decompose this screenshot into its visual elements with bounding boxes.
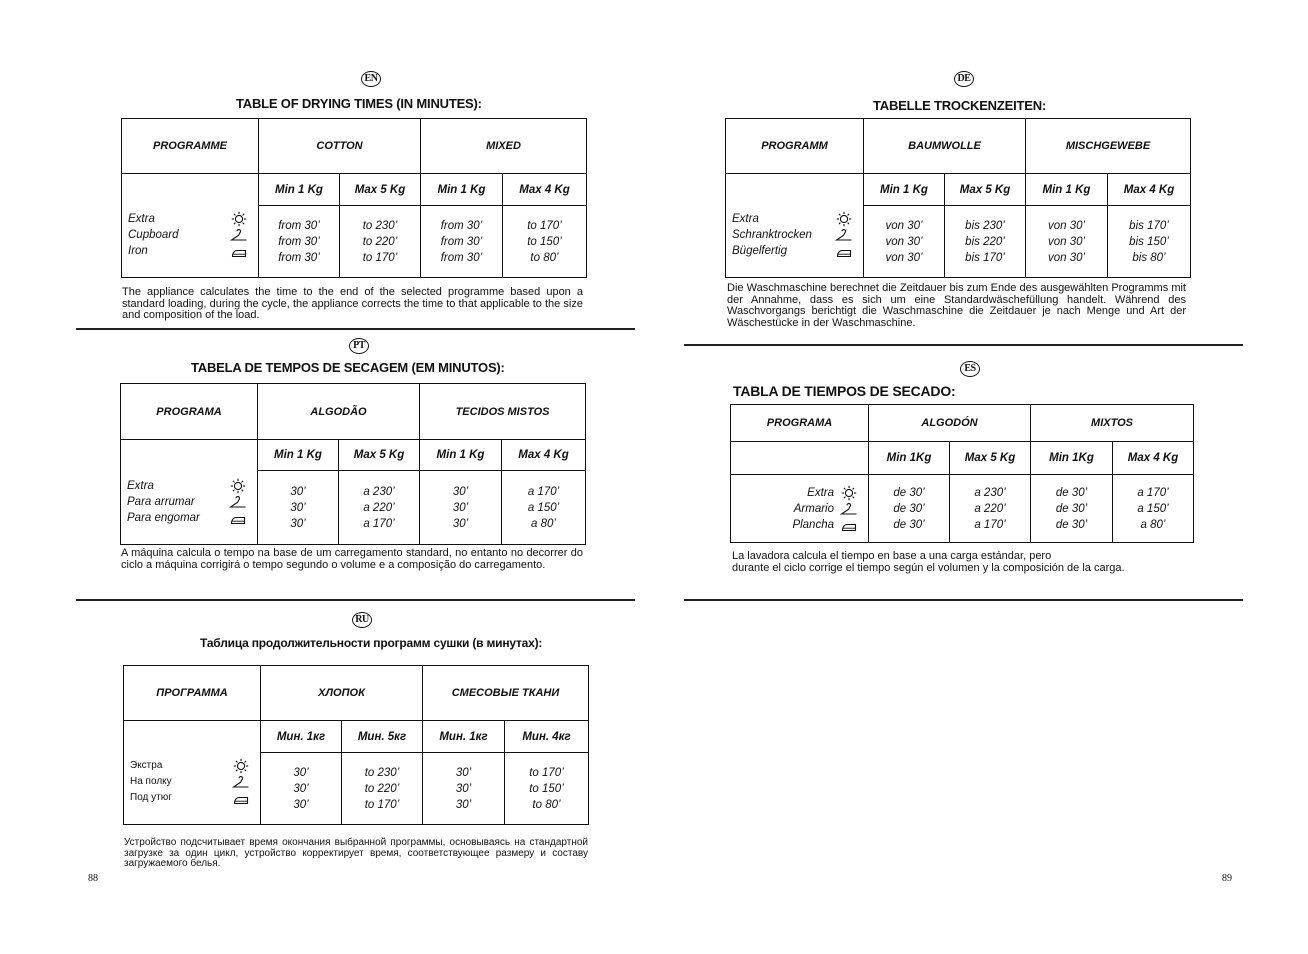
hanger-icon (229, 494, 247, 510)
value: a 150’ (527, 501, 560, 514)
subheader-cell: Max 4 Kg (1113, 442, 1194, 475)
value: to 80’ (530, 251, 559, 264)
value: a 170’ (527, 485, 560, 498)
sun-icon (835, 211, 853, 227)
subheader-cell: Min 1 Kg (1026, 174, 1108, 206)
value: to 170’ (364, 798, 400, 811)
value: 30’ (455, 782, 472, 795)
subheader-cell: Max 5 Kg (339, 440, 420, 471)
value: de 30’ (893, 518, 925, 531)
iron-icon (840, 517, 858, 533)
section-title-de: TABELLE TROCKENZEITEN: (873, 98, 1047, 113)
value: a 230’ (974, 486, 1006, 499)
subheader-cell: Min 1Kg (869, 442, 950, 475)
value-cell (420, 471, 502, 545)
drying-table-ru (123, 665, 589, 825)
note-line: La lavadora calcula el tiempo en base a una carga estándar, pero (732, 550, 1052, 562)
note-de: Die Waschmaschine berechnet die Zeitdauer bis zum Ende des ausgewählten Programms mit der Annahme, dass es sich um eine Standardwäschefüllung handelt. Während des Waschvorgangs berichtigt die Waschmaschine die Zeitdauer je nach Menge und Art der Wäschestücke in der Waschmaschine. (727, 282, 1186, 329)
header-programme: PROGRAMA (121, 384, 258, 440)
value: from 30’ (440, 251, 483, 264)
program-label: Extra (127, 480, 154, 492)
value: bis 170’ (1129, 219, 1169, 232)
value: 30’ (455, 798, 472, 811)
section-title-ru: Таблица продолжительности программ сушки (в минутах): (200, 636, 543, 650)
header-group-1: ALGODÓN (869, 405, 1031, 442)
value: to 230’ (362, 219, 398, 232)
value-cell (503, 206, 587, 278)
value-cell (339, 471, 420, 545)
value: from 30’ (278, 235, 320, 248)
hanger-icon (835, 227, 853, 243)
value-cell (869, 475, 950, 543)
value: to 80’ (532, 798, 561, 811)
divider (684, 344, 1243, 346)
section-title-pt: TABELA DE TEMPOS DE SECAGEM (EM MINUTOS): (191, 360, 505, 375)
value-cell (864, 206, 945, 278)
note-pt: A máquina calcula o tempo na base de um carregamento standard, no entanto no decorrer do ciclo a máquina corrigirá o tempo segundo o volume e a composição do carregamento. (121, 547, 583, 571)
note-ru: Устройство подсчитывает время окончания выбранной программы, основываясь на стандартной загрузке за один цикл, устройство корректирует время, соответствующее размеру и составу загружаемого белья. (124, 837, 588, 869)
value: from 30’ (440, 235, 483, 248)
value: von 30’ (1047, 251, 1086, 264)
header-group-2: СМЕСОВЫЕ ТКАНИ (423, 666, 589, 721)
subheader-cell: Мин. 4кг (505, 721, 589, 753)
value-cell (261, 753, 342, 825)
value: a 80’ (531, 517, 556, 530)
value: to 220’ (362, 235, 398, 248)
value: a 230’ (363, 485, 395, 498)
value: bis 80’ (1132, 251, 1166, 264)
header-group-1: COTTON (259, 119, 421, 174)
value: 30’ (455, 766, 472, 779)
value: to 170’ (527, 219, 562, 232)
subheader-cell: Max 4 Kg (503, 174, 587, 206)
language-badge-ru: RU (352, 612, 372, 628)
sun-icon (840, 485, 858, 501)
value: 30’ (290, 517, 306, 530)
header-group-2: MIXTOS (1031, 405, 1194, 442)
section-title-es (733, 383, 956, 399)
header-group-1: BAUMWOLLE (864, 119, 1026, 174)
language-badge-en: EN (361, 71, 381, 87)
value: 30’ (293, 766, 309, 779)
value: 30’ (452, 485, 469, 498)
subheader-cell: Min 1 Kg (420, 440, 502, 471)
iron-icon (229, 510, 247, 526)
header-programme: PROGRAMME (122, 119, 259, 174)
programs-cell (124, 721, 261, 825)
value-cell (1031, 475, 1113, 543)
divider (76, 328, 635, 330)
value: de 30’ (1055, 518, 1088, 531)
programs-cell (726, 174, 864, 278)
sun-icon (232, 758, 250, 774)
note-es (732, 551, 1202, 574)
subheader-cell: Max 4 Kg (502, 440, 586, 471)
value-cell (1026, 206, 1108, 278)
subheader-cell: Max 5 Kg (950, 442, 1031, 475)
section-title-text: TABLA DE TIEMPOS DE SECADO: (733, 383, 956, 399)
note-line: durante el ciclo corrige el tiempo según el volumen y la composición de la carga. (732, 561, 1125, 574)
program-label: Extra (732, 213, 759, 225)
value: de 30’ (1055, 486, 1088, 499)
value: to 230’ (364, 766, 400, 779)
value: a 220’ (363, 501, 395, 514)
value: bis 170’ (965, 251, 1005, 264)
hanger-icon (230, 227, 248, 243)
program-label: Armario (793, 502, 834, 515)
page-number-left: 88 (88, 873, 98, 884)
header-group-2: MIXED (421, 119, 587, 174)
language-badge-es: ES (960, 361, 980, 377)
program-label: Extra (807, 486, 834, 499)
hanger-icon (232, 774, 250, 790)
value: von 30’ (885, 251, 923, 264)
language-badge-de: DE (954, 71, 974, 87)
subheader-cell: Мин. 1кг (423, 721, 505, 753)
value: 30’ (452, 501, 469, 514)
value: a 220’ (974, 502, 1006, 515)
header-programme: ПРОГРАММА (124, 666, 261, 721)
subheader-cell: Мин. 1кг (261, 721, 342, 753)
value: from 30’ (278, 219, 320, 232)
value-cell (423, 753, 505, 825)
value: to 150’ (527, 235, 562, 248)
value: to 220’ (364, 782, 400, 795)
header-programme: PROGRAMM (726, 119, 864, 174)
subheader-cell: Мин. 5кг (342, 721, 423, 753)
header-group-2: MISCHGEWEBE (1026, 119, 1191, 174)
value-cell (258, 471, 339, 545)
value: a 170’ (974, 518, 1006, 531)
header-group-1: ХЛОПОК (261, 666, 423, 721)
value-cell (950, 475, 1031, 543)
value: de 30’ (1055, 502, 1088, 515)
program-label: Para engomar (127, 512, 200, 524)
subheader-cell: Min 1 Kg (421, 174, 503, 206)
value: bis 230’ (965, 219, 1005, 232)
value-cell (340, 206, 421, 278)
drying-table-en (121, 118, 587, 278)
value-cell (421, 206, 503, 278)
program-label: Plancha (792, 518, 834, 531)
value: de 30’ (893, 486, 925, 499)
programs-cell (121, 440, 258, 545)
value: to 170’ (362, 251, 398, 264)
program-label: Schranktrocken (732, 229, 812, 241)
iron-icon (232, 790, 250, 806)
value: von 30’ (1047, 219, 1086, 232)
subheader-cell: Min 1 Kg (864, 174, 945, 206)
program-label: Экстра (130, 760, 163, 771)
programs-cell (731, 475, 869, 543)
value: 30’ (290, 501, 306, 514)
header-group-1: ALGODÃO (258, 384, 420, 440)
value-cell (342, 753, 423, 825)
value: 30’ (293, 798, 309, 811)
empty-cell (731, 442, 869, 475)
value-cell (502, 471, 586, 545)
header-group-2: TECIDOS MISTOS (420, 384, 586, 440)
value: a 170’ (363, 517, 395, 530)
note-en: The appliance calculates the time to the end of the selected programme based upon a standard loading, during the cycle, the appliance corrects the time to that applicable to the size and composition of the load. (122, 286, 583, 321)
subheader-cell: Max 4 Kg (1108, 174, 1191, 206)
drying-table-de (725, 118, 1191, 278)
program-label: Cupboard (128, 229, 179, 241)
value: von 30’ (885, 219, 923, 232)
programs-cell (122, 174, 259, 278)
hanger-icon (840, 501, 858, 517)
subheader-cell: Min 1 Kg (258, 440, 339, 471)
program-label: Под утюг (130, 792, 172, 803)
sun-icon (230, 211, 248, 227)
program-label: Extra (128, 213, 155, 225)
value: von 30’ (885, 235, 923, 248)
value: de 30’ (893, 502, 925, 515)
value-cell (1108, 206, 1191, 278)
value-cell (259, 206, 340, 278)
program-label: Iron (128, 245, 148, 257)
program-label: Para arrumar (127, 496, 195, 508)
value: 30’ (293, 782, 309, 795)
value: a 80’ (1140, 518, 1166, 531)
iron-icon (230, 243, 248, 259)
drying-table-pt (120, 383, 586, 545)
language-badge-pt: PT (349, 338, 369, 354)
value: to 150’ (529, 782, 564, 795)
iron-icon (835, 243, 853, 259)
value: a 170’ (1137, 486, 1169, 499)
divider (684, 599, 1243, 601)
program-label: На полку (130, 776, 172, 787)
value: to 170’ (529, 766, 564, 779)
value: 30’ (452, 517, 469, 530)
header-programme: PROGRAMA (731, 405, 869, 442)
page-number-right: 89 (1222, 873, 1232, 884)
subheader-cell: Min 1 Kg (259, 174, 340, 206)
sun-icon (229, 478, 247, 494)
subheader-cell: Max 5 Kg (340, 174, 421, 206)
drying-table-es (730, 404, 1194, 543)
value: from 30’ (278, 251, 320, 264)
value: 30’ (290, 485, 306, 498)
value: von 30’ (1047, 235, 1086, 248)
value-cell (1113, 475, 1194, 543)
value-cell (945, 206, 1026, 278)
section-title-en: TABLE OF DRYING TIMES (IN MINUTES): (236, 96, 482, 111)
value: a 150’ (1137, 502, 1169, 515)
value-cell (505, 753, 589, 825)
subheader-cell: Min 1Kg (1031, 442, 1113, 475)
value: bis 220’ (965, 235, 1005, 248)
divider (76, 599, 635, 601)
value: from 30’ (440, 219, 483, 232)
subheader-cell: Max 5 Kg (945, 174, 1026, 206)
program-label: Bügelfertig (732, 245, 787, 257)
value: bis 150’ (1129, 235, 1169, 248)
